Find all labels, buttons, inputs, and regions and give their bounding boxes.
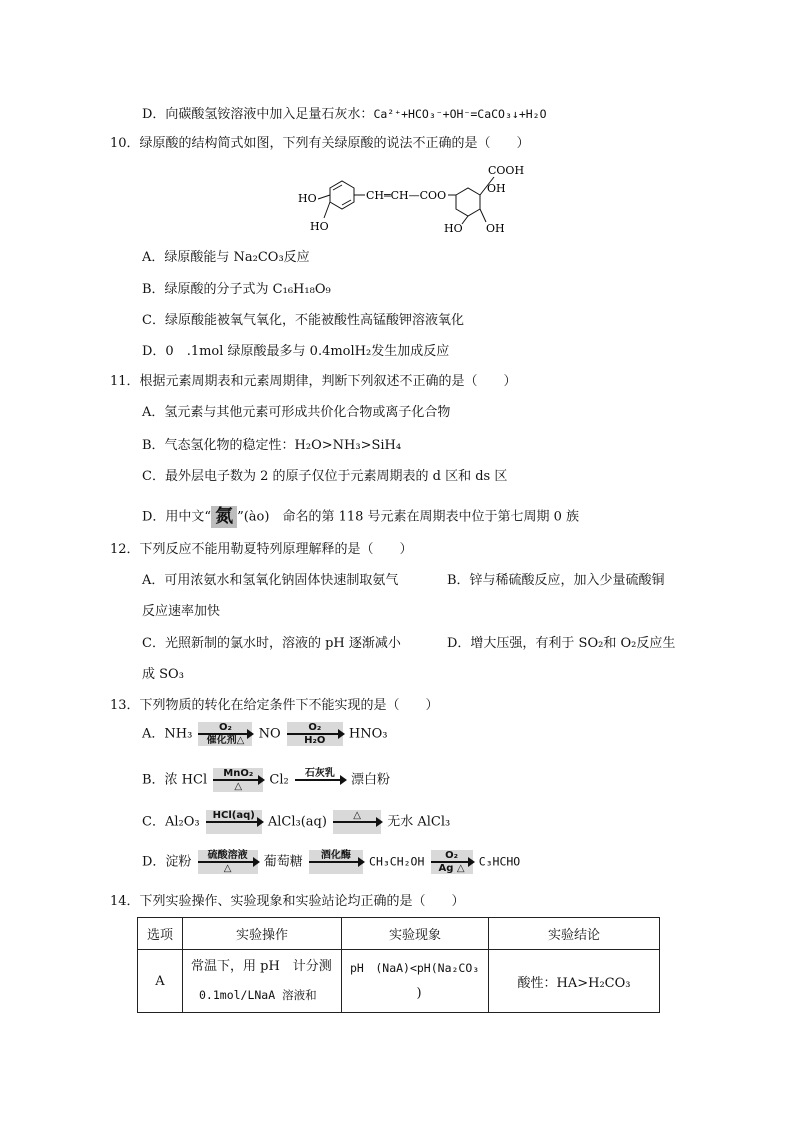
table-row bbox=[138, 950, 660, 1013]
reaction-arrow bbox=[309, 850, 363, 874]
q12-option-b-cont: 反应速率加快 bbox=[142, 604, 221, 619]
species: AlCl₃(aq) bbox=[267, 814, 327, 830]
arrow-condition: △ bbox=[234, 781, 243, 792]
cooh-label: COOH bbox=[488, 164, 525, 177]
q12-option-c: C．光照新制的氯水时，溶液的 pH 逐渐减小 bbox=[142, 636, 401, 651]
cell-phenomenon bbox=[342, 950, 489, 1013]
q13-option-d bbox=[142, 850, 520, 874]
q12-option-d-cont: 成 SO₃ bbox=[142, 667, 184, 682]
question-10-stem: 10．绿原酸的结构简式如图，下列有关绿原酸的说法不正确的是（ ） bbox=[110, 136, 530, 151]
q12-option-b: B．锌与稀硫酸反应，加入少量硫酸铜 bbox=[447, 573, 665, 588]
arrow-condition: 石灰乳 bbox=[304, 768, 335, 779]
equation: Ca²⁺+HCO₃⁻+OH⁻=CaCO₃↓+H₂O bbox=[373, 107, 547, 121]
q10-option-c: C．绿原酸能被氧气氧化，不能被酸性高锰酸钾溶液氧化 bbox=[142, 313, 464, 328]
experiment-table bbox=[137, 917, 660, 1013]
q12-option-a: A．可用浓氨水和氢氧化钠固体快速制取氨气 bbox=[142, 573, 399, 588]
arrow-condition: O₂ bbox=[219, 722, 232, 733]
cell-operation bbox=[183, 950, 342, 1013]
arrow-condition: △ bbox=[223, 863, 232, 874]
arrow-condition: MnO₂ bbox=[223, 768, 254, 779]
q11-option-b: B．气态氢化物的稳定性：H₂O>NH₃>SiH₄ bbox=[142, 438, 402, 453]
arrow-condition: O₂ bbox=[308, 722, 322, 733]
question-14-stem: 14．下列实验操作、实验现象和实验站论均正确的是（ ） bbox=[110, 894, 465, 909]
arrow-condition: 酒化酶 bbox=[320, 850, 351, 861]
reaction-arrow bbox=[295, 768, 345, 792]
cell-option: A bbox=[138, 950, 183, 1013]
arrow-condition: HCl(aq) bbox=[212, 810, 255, 821]
reaction-arrow bbox=[198, 722, 252, 746]
reaction-arrow bbox=[333, 810, 381, 834]
reaction-arrow bbox=[206, 810, 262, 834]
oh-label: OH bbox=[487, 182, 506, 195]
species: A．NH₃ bbox=[142, 726, 193, 742]
arrow-condition: 硫酸溶液 bbox=[207, 850, 248, 861]
species: C₃HCHO bbox=[478, 854, 521, 869]
chlorogenic-acid-structure bbox=[290, 160, 530, 240]
species: 漂白粉 bbox=[351, 772, 391, 788]
species: NO bbox=[258, 726, 281, 742]
ho-label: HO bbox=[310, 220, 329, 233]
phenomenon-line: ) bbox=[416, 986, 422, 1001]
q9-option-d bbox=[142, 104, 547, 125]
q11-option-c: C．最外层电子数为 2 的原子仅位于元素周期表的 d 区和 ds 区 bbox=[142, 469, 508, 484]
element-character-image: 氮 bbox=[211, 506, 237, 528]
q11-option-a: A．氢元素与其他元素可形成共价化合物或离子化合物 bbox=[142, 405, 451, 420]
species: CH₃CH₂OH bbox=[369, 854, 425, 869]
chain-label: CH═CH—COO bbox=[366, 189, 447, 202]
arrow-condition: O₂ bbox=[445, 850, 458, 861]
q13-option-c bbox=[142, 810, 450, 834]
option-text: D．向碳酸氢铵溶液中加入足量石灰水： bbox=[142, 107, 374, 122]
arrow-condition: Ag △ bbox=[438, 863, 465, 874]
q10-option-a: A．绿原酸能与 Na₂CO₃反应 bbox=[142, 250, 310, 265]
q10-option-d: D．0 .1mol 绿原酸最多与 0.4molH₂发生加成反应 bbox=[142, 344, 450, 359]
ho-label: HO bbox=[298, 192, 317, 205]
species: Cl₂ bbox=[269, 772, 289, 788]
reaction-arrow bbox=[287, 722, 343, 746]
arrow-condition: 催化剂△ bbox=[206, 735, 245, 746]
species: 无水 AlCl₃ bbox=[387, 814, 451, 830]
header-conclusion: 实验结论 bbox=[489, 918, 660, 950]
reaction-arrow bbox=[213, 768, 263, 792]
operation-line: 常温下，用 pH 计分测 bbox=[191, 959, 332, 974]
reaction-arrow bbox=[431, 850, 473, 874]
table-header-row bbox=[138, 918, 660, 950]
operation-line: 0.1mol/LNaA 溶液和 bbox=[199, 988, 317, 1002]
header-option: 选项 bbox=[138, 918, 183, 950]
q13-option-b bbox=[142, 768, 390, 792]
species: 葡萄糖 bbox=[263, 854, 303, 870]
reaction-arrow bbox=[198, 850, 258, 874]
species: HNO₃ bbox=[348, 726, 388, 742]
q12-option-d: D．增大压强，有利于 SO₂和 O₂反应生 bbox=[447, 636, 676, 651]
arrow-condition: H₂O bbox=[304, 735, 326, 746]
option-text: D．用中文“ bbox=[142, 509, 212, 525]
phenomenon-line: pH (NaA)<pH(Na₂CO₃ bbox=[350, 961, 480, 975]
question-12-stem: 12．下列反应不能用勒夏特列原理解释的是（ ） bbox=[110, 542, 413, 557]
arrow-condition: △ bbox=[353, 810, 361, 821]
species: C．Al₂O₃ bbox=[142, 814, 200, 830]
header-phenomenon: 实验现象 bbox=[342, 918, 489, 950]
question-11-stem: 11．根据元素周期表和元素周期律，判断下列叙述不正确的是（ ） bbox=[110, 374, 517, 389]
oh-label: OH bbox=[486, 222, 505, 235]
question-13-stem: 13．下列物质的转化在给定条件下不能实现的是（ ） bbox=[110, 698, 439, 713]
cell-conclusion: 酸性：HA>H₂CO₃ bbox=[489, 950, 660, 1013]
option-text: ”(ào) 命名的第 118 号元素在周期表中位于第七周期 0 族 bbox=[237, 509, 580, 525]
q10-option-b: B．绿原酸的分子式为 C₁₆H₁₈O₉ bbox=[142, 282, 331, 297]
species: B．浓 HCl bbox=[142, 772, 208, 788]
species: D．淀粉 bbox=[142, 854, 192, 870]
q11-option-d bbox=[142, 506, 579, 528]
q13-option-a bbox=[142, 722, 388, 746]
ho-label: HO bbox=[444, 222, 463, 235]
header-operation: 实验操作 bbox=[183, 918, 342, 950]
